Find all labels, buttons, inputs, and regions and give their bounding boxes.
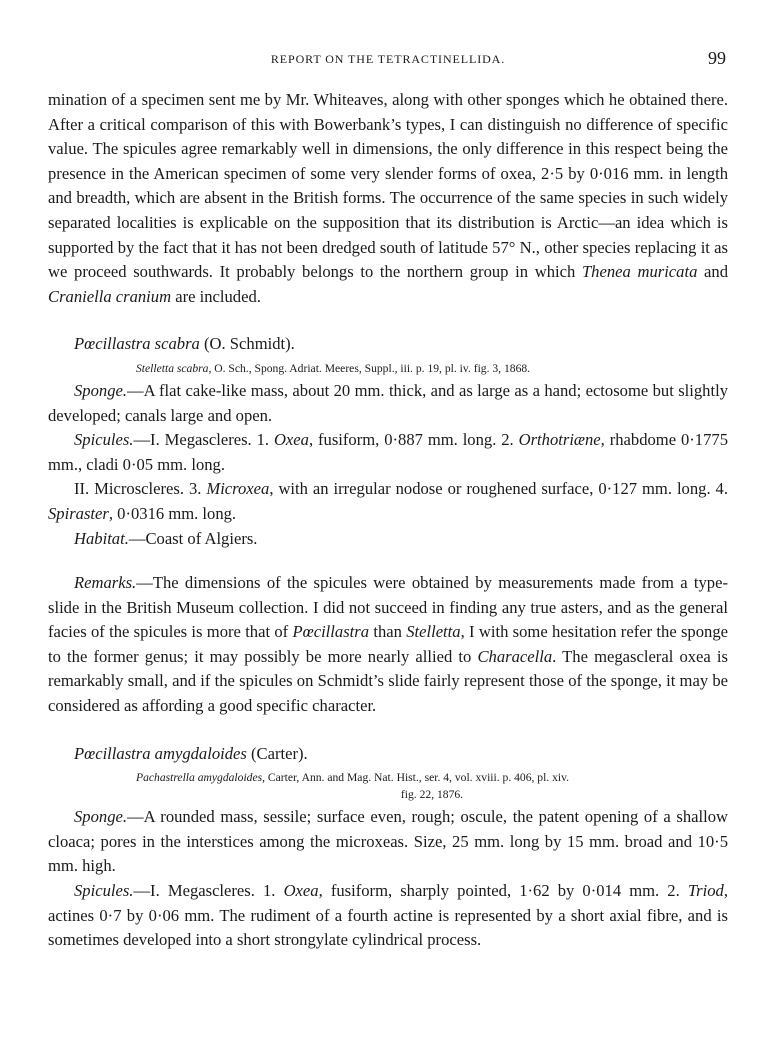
intro-paragraph xyxy=(48,88,728,309)
spicules-text: , actines 0·7 by 0·06 mm. The rudiment of a fourth actine is represented by a short axial fibre, and is sometimes developed into a short strongylate cylindrical process. xyxy=(48,881,728,950)
spicules-megascleres-scabra xyxy=(48,428,728,477)
intro-text: mination of a specimen sent me by Mr. Whiteaves, along with other sponges which he obtained there. After a critical comparison of this with Bowerbank’s types, I can distinguish no difference of specific value. The spicules agree remarkably well in dimensions, the only difference in this respect being the presence in the American specimen of some very slender forms of oxea, 2·5 by 0·016 mm. in length and breadth, which are absent in the British forms. The occurrence of the same species in such widely separated localities is explicable on the supposition that its distribution is Arctic—an idea which is supported by the fact that it has not been dredged south of latitude 57° N., other species replacing it as we proceed southwards. It probably belongs to the northern group in which xyxy=(48,90,728,282)
citation-taxon: Stelletta scabra xyxy=(136,361,209,375)
sponge-description-scabra xyxy=(48,379,728,428)
citation-scabra xyxy=(48,360,728,377)
spicules-text: , fusiform, sharply pointed, 1·62 by 0·014 mm. 2. xyxy=(318,881,688,901)
spicules-text: —I. Megascleres. 1. xyxy=(133,430,274,450)
taxon-craniella: Craniella cranium xyxy=(48,286,172,306)
sponge-description-amygdaloides xyxy=(48,805,728,879)
taxon-characella: Characella xyxy=(477,646,553,666)
spicule-orthotriaene: Orthotriæne xyxy=(518,430,601,450)
running-head: REPORT ON THE TETRACTINELLIDA. xyxy=(270,52,506,66)
species-name: Pœcillastra amygdaloides xyxy=(74,743,247,763)
spicules-megascleres-amygdaloides xyxy=(48,879,728,953)
species-name: Pœcillastra scabra xyxy=(74,334,200,354)
page-number: 99 xyxy=(708,48,726,68)
taxon-thenea: Thenea muricata xyxy=(581,262,698,282)
remarks-text: than xyxy=(369,622,407,642)
intro-end: are included. xyxy=(171,286,261,306)
habitat-text: —Coast of Algiers. xyxy=(128,528,258,548)
species-author: (O. Schmidt). xyxy=(199,334,295,354)
habitat-scabra xyxy=(48,527,728,552)
microscleres-text: II. Microscleres. 3. xyxy=(74,479,207,499)
sponge-label: Sponge. xyxy=(74,380,127,400)
species-heading-scabra xyxy=(48,332,728,357)
species-author: (Carter). xyxy=(246,743,308,763)
citation-reference: , O. Sch., Spong. Adriat. Meeres, Suppl., iii. p. 19, pl. iv. fig. 3, 1868. xyxy=(208,361,531,375)
spicule-oxea: Oxea xyxy=(273,430,309,450)
species-heading-amygdaloides xyxy=(48,742,728,767)
citation-reference-line2: fig. 22, 1876. xyxy=(400,788,464,802)
intro-and: and xyxy=(697,262,729,282)
taxon-poecillastra: Pœcillastra xyxy=(292,622,370,642)
spicules-text: , rhabdome 0·1775 mm., cladi 0·05 mm. long. xyxy=(48,430,728,474)
spicule-spiraster: Spiraster xyxy=(48,503,109,523)
remarks-text: . The megascleral oxea is remarkably small, and if the spicules on Schmidt’s slide fairly represent those of the sponge, it may be considered as affording a good specific character. xyxy=(48,646,728,716)
remarks-text: , I with some hesitation refer the sponge to the former genus; it may possibly be more nearly allied to xyxy=(48,622,728,666)
microscleres-text: , 0·0316 mm. long. xyxy=(108,503,237,523)
spicule-microxea: Microxea xyxy=(206,479,270,499)
page-header xyxy=(48,48,728,72)
citation-reference: , Carter, Ann. and Mag. Nat. Hist., ser. 4, vol. xviii. p. 406, pl. xiv. xyxy=(262,771,570,785)
citation-taxon: Pachastrella amygdaloides xyxy=(136,771,263,785)
microscleres-text: , with an irregular nodose or roughened surface, 0·127 mm. long. 4. xyxy=(269,479,728,499)
spicules-text: —I. Megascleres. 1. xyxy=(133,881,284,901)
remarks-text: —The dimensions of the spicules were obtained by measurements made from a type-slide in the British Museum collection. I did not succeed in finding any true asters, and as the general facies of the spicules is more that of xyxy=(48,573,728,642)
citation-amygdaloides xyxy=(48,769,728,803)
spicules-label: Spicules. xyxy=(74,881,134,901)
spicule-triod: Triod xyxy=(687,881,724,901)
spicules-label: Spicules. xyxy=(74,430,134,450)
sponge-text: —A rounded mass, sessile; surface even, rough; oscule, the patent opening of a shallow cloaca; pores in the interstices among the microxeas. Size, 25 mm. long by 15 mm. broad and 10·5 mm. high. xyxy=(48,807,728,876)
remarks-label: Remarks. xyxy=(74,573,137,593)
sponge-label: Sponge. xyxy=(74,807,127,827)
spicules-text: , fusiform, 0·887 mm. long. 2. xyxy=(308,430,519,450)
spicules-microscleres-scabra xyxy=(48,477,728,526)
taxon-stelletta: Stelletta xyxy=(406,622,461,642)
habitat-label: Habitat. xyxy=(74,528,129,548)
page-body xyxy=(48,88,728,953)
sponge-text: —A flat cake-like mass, about 20 mm. thick, and as large as a hand; ectosome but slightly developed; canals large and open. xyxy=(48,380,728,425)
spicule-oxea: Oxea xyxy=(283,881,319,901)
remarks-scabra xyxy=(48,571,728,719)
